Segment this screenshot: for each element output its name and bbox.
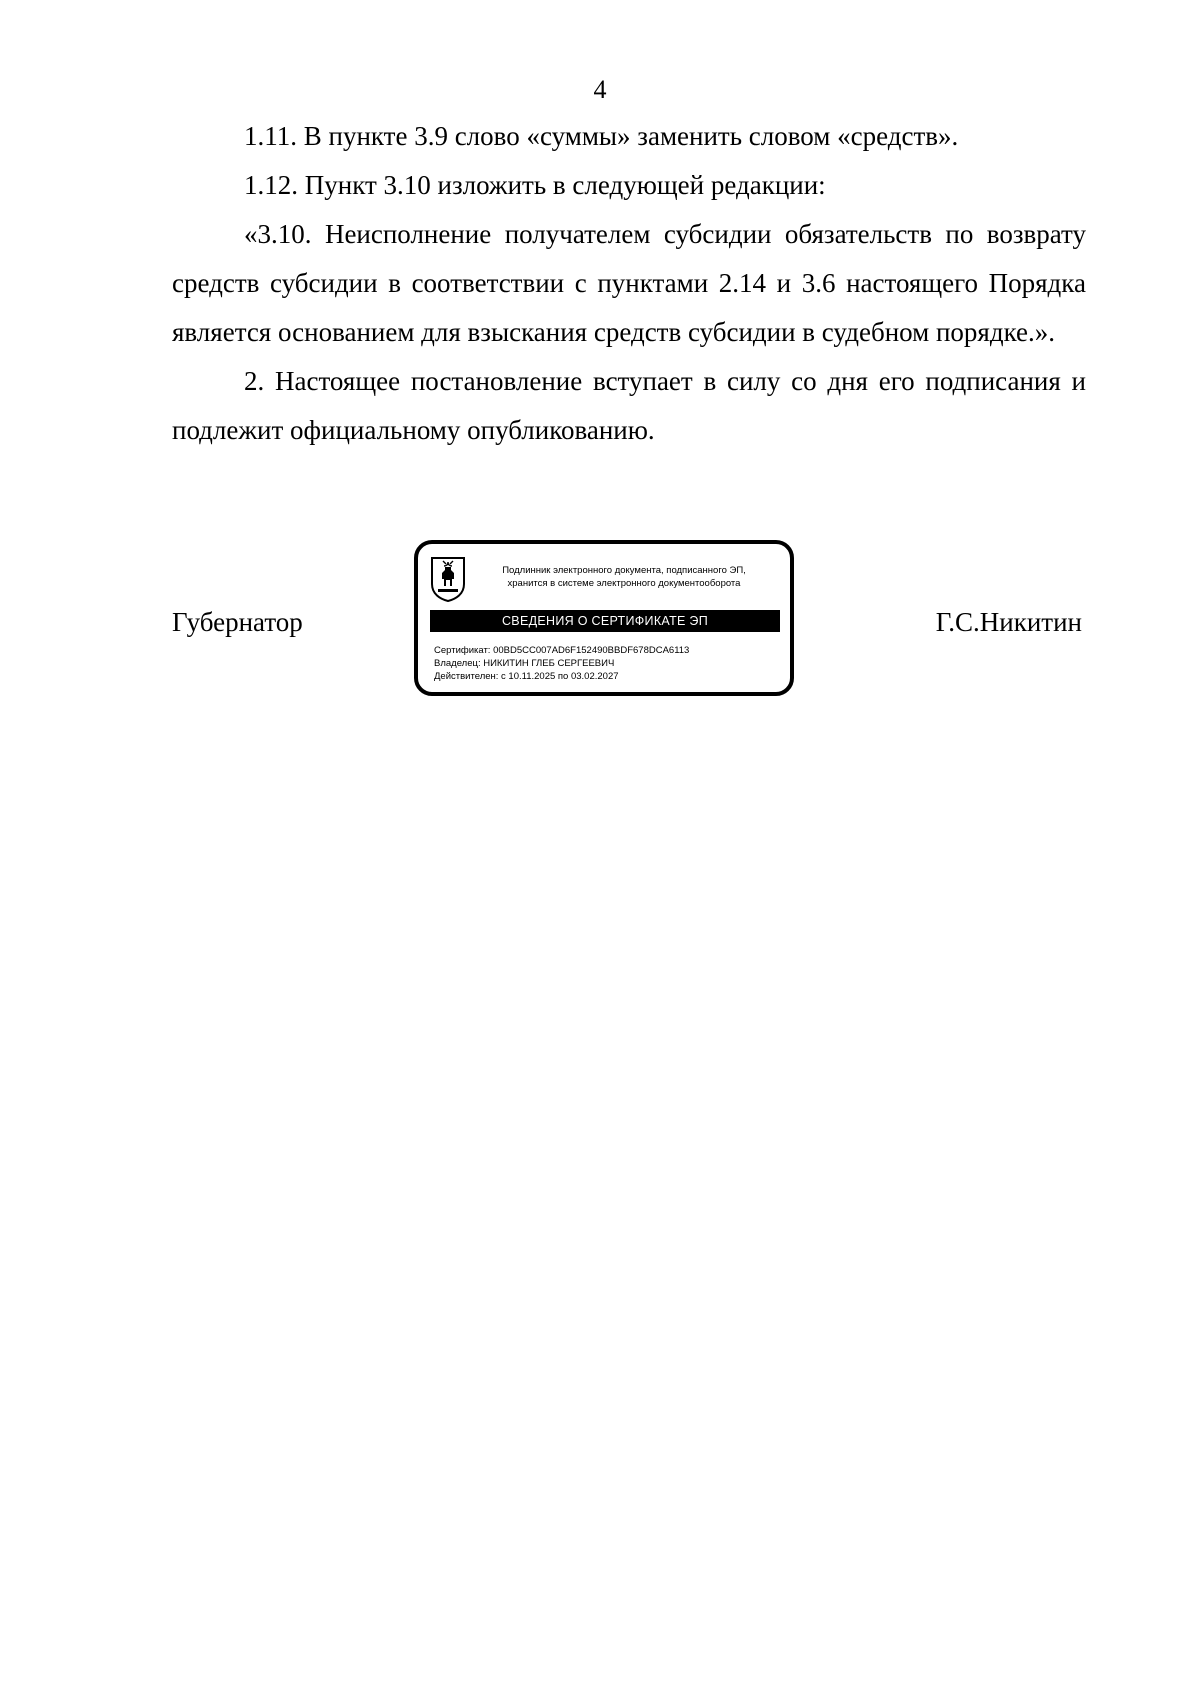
stamp-header: [474, 564, 774, 590]
certificate-owner: Владелец: НИКИТИН ГЛЕБ СЕРГЕЕВИЧ: [434, 658, 615, 669]
electronic-signature-stamp: [414, 540, 794, 696]
page-number: 4: [593, 75, 607, 104]
stamp-header-line: хранится в системе электронного документооборота: [507, 578, 741, 589]
deer-emblem-icon: [430, 556, 466, 602]
certificate-details: [434, 644, 689, 683]
paragraph-item-1-11: 1.11. В пункте 3.9 слово «суммы» заменить словом «средств».: [244, 121, 959, 151]
paragraph-quoted-3-10: «3.10. Неисполнение получателем субсидии обязательств по возврату средств субсидии в соответствии с пунктами 2.14 и 3.6 настоящего Порядка является основанием для взыскания средств субсидии в судебном порядке.».: [172, 219, 1086, 347]
certificate-info-bar: СВЕДЕНИЯ О СЕРТИФИКАТЕ ЭП: [430, 610, 780, 632]
certificate-number: Сертификат: 00BD5CC007AD6F152490BBDF678DCA6113: [434, 645, 690, 656]
document-body: [172, 112, 1086, 455]
stamp-header-line: Подлинник электронного документа, подписанного ЭП,: [502, 565, 746, 576]
signatory-name: Г.С.Никитин: [935, 607, 1082, 637]
signature-block: [172, 540, 1086, 702]
certificate-validity: Действителен: с 10.11.2025 по 03.02.2027: [434, 671, 619, 682]
signatory-title: Губернатор: [172, 607, 303, 637]
paragraph-item-1-12: 1.12. Пункт 3.10 изложить в следующей редакции:: [244, 170, 826, 200]
paragraph-item-2: 2. Настоящее постановление вступает в силу со дня его подписания и подлежит официальному опубликованию.: [172, 366, 1086, 445]
